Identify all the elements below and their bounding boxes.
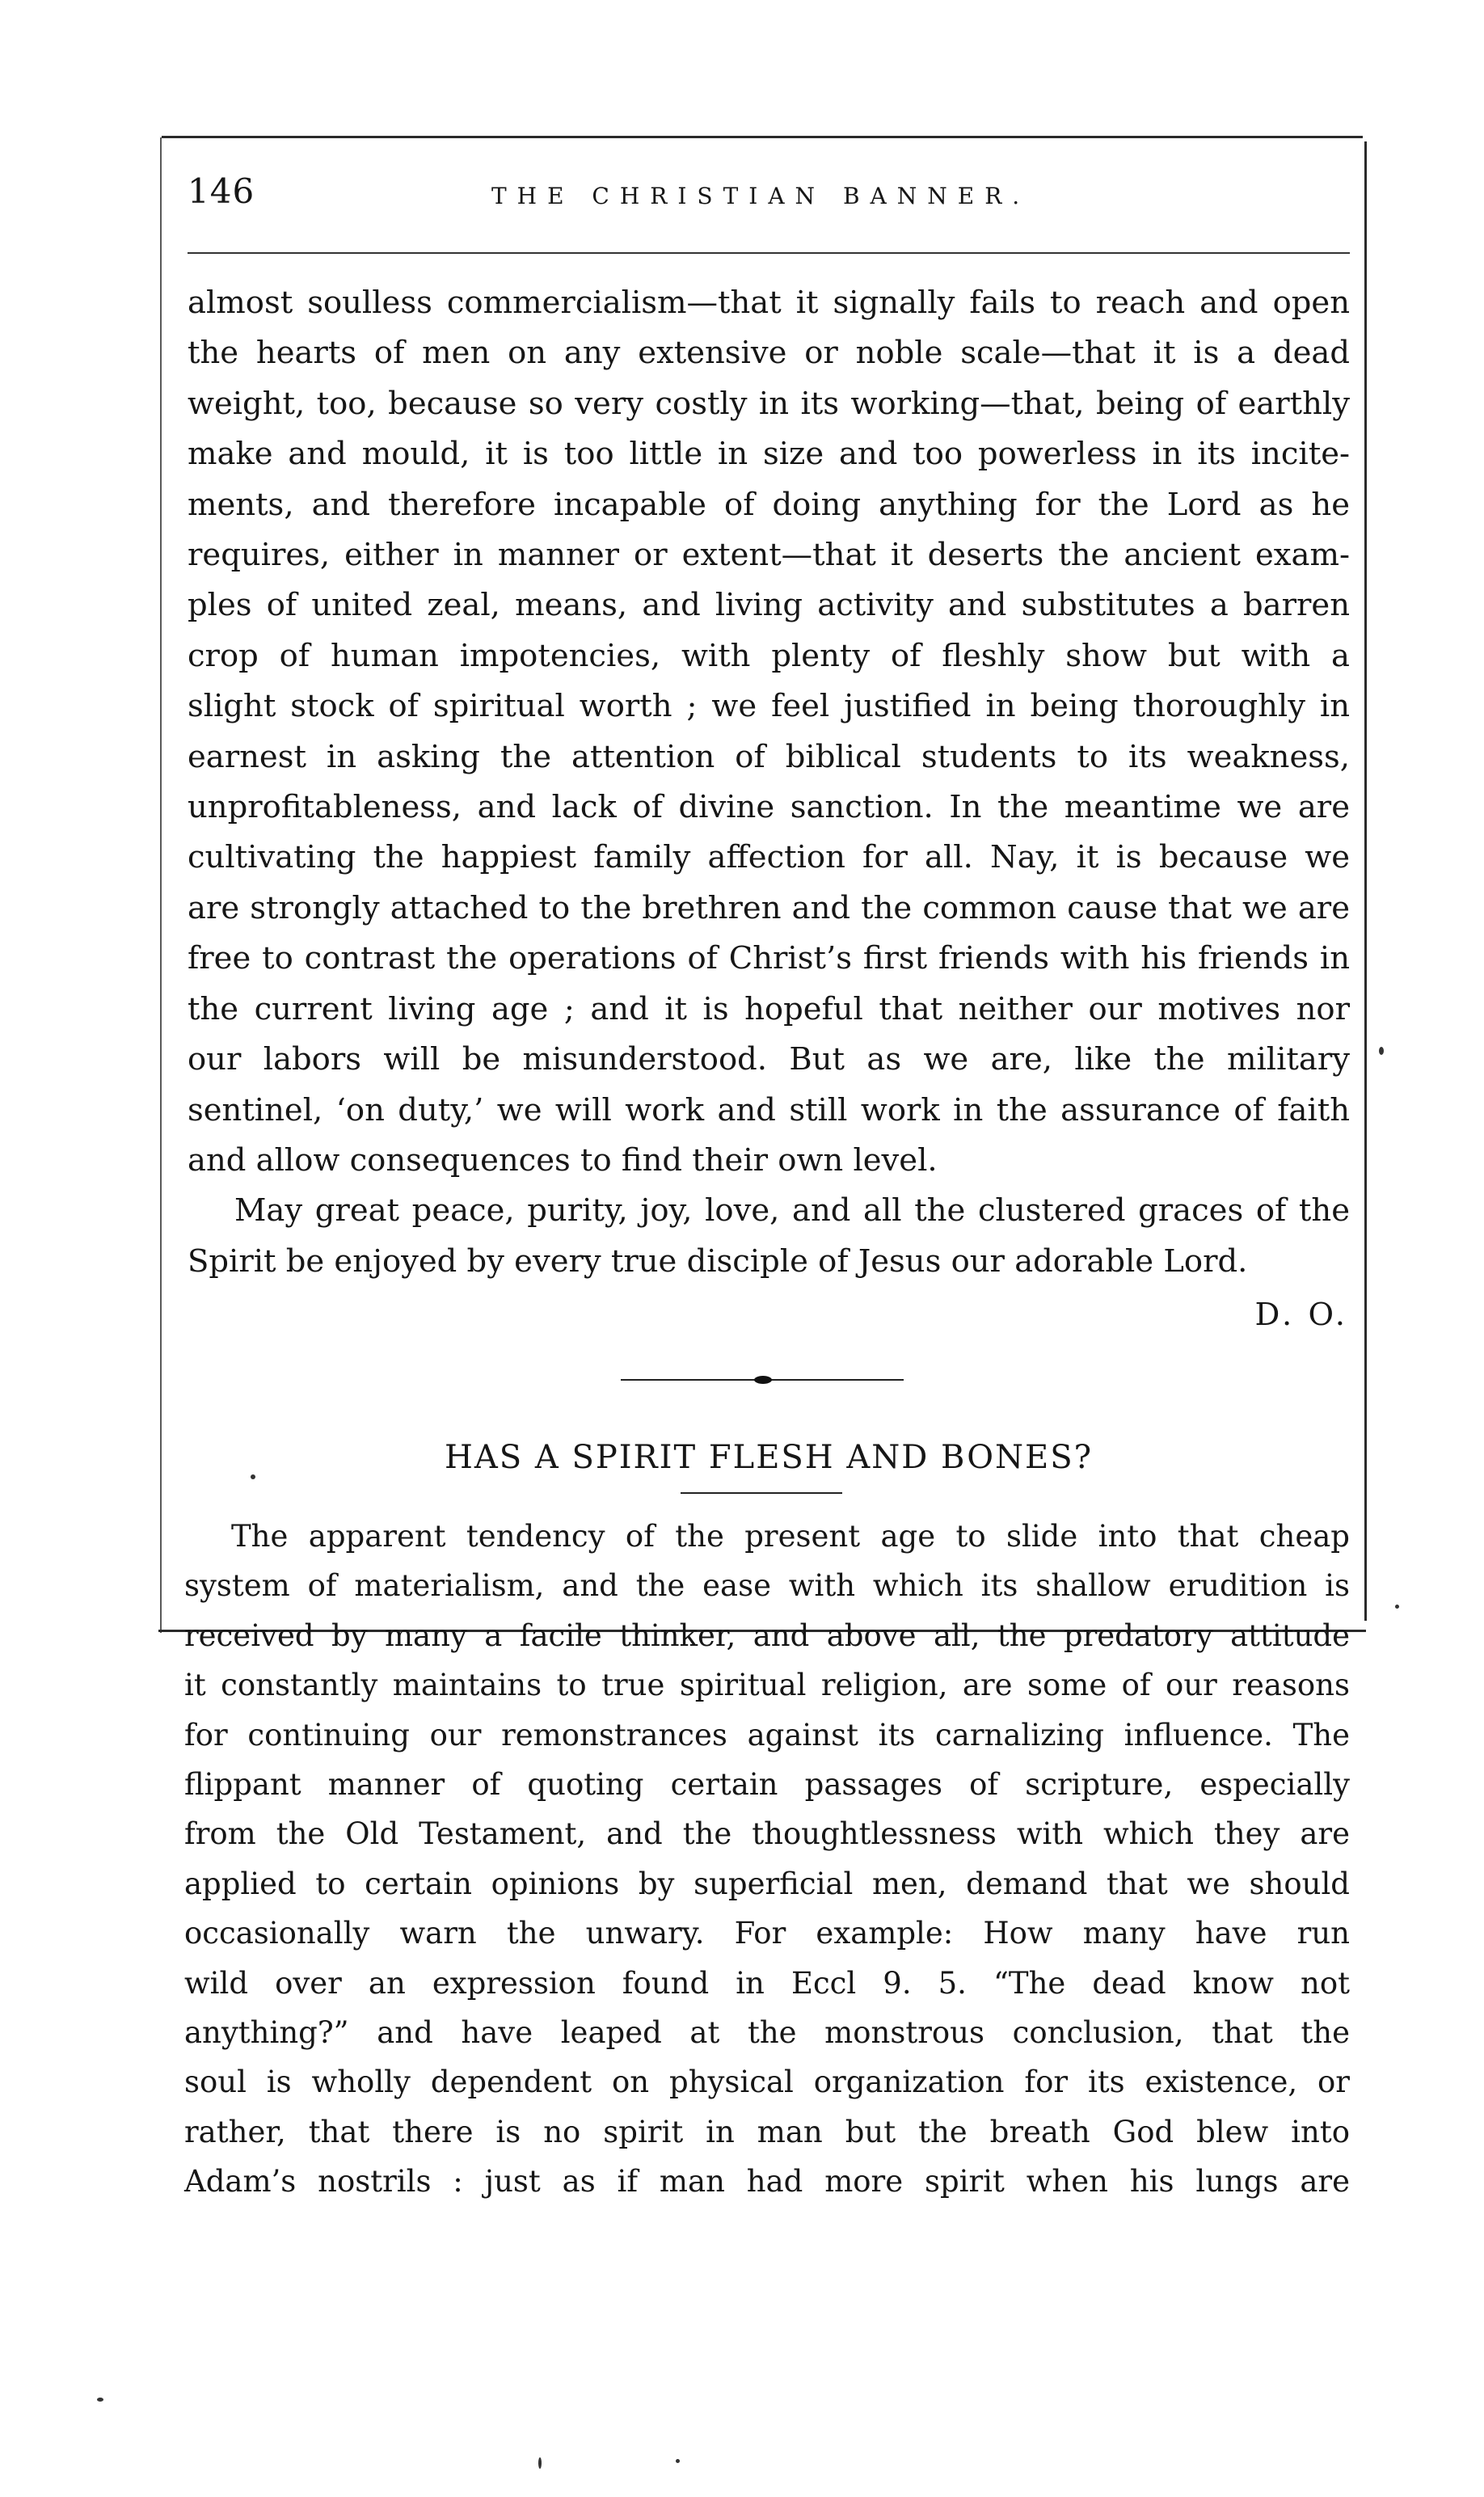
text-line: applied to certain opinions by superficial men, demand that we should (184, 1866, 1350, 1901)
text-line: slight stock of spiritual worth ; we feel justified in being thoroughly in (188, 688, 1350, 725)
article-continuation-paragraph (188, 278, 1350, 1287)
text-line: Spirit be enjoyed by every true disciple of Jesus our adorable Lord. (188, 1242, 1248, 1280)
text-line: anything?” and have leaped at the monstrous conclusion, that the (184, 2015, 1350, 2051)
text-line: system of materialism, and the ease with which its shallow erudition is (184, 1568, 1350, 1604)
text-line: free to contrast the operations of Christ’s first friends with his friends in (188, 940, 1350, 977)
text-line: and allow consequences to find their own level. (188, 1141, 938, 1179)
text-line: the current living age ; and it is hopeful that neither our motives nor (188, 990, 1350, 1027)
text-line: cultivating the happiest family affection for all. Nay, it is because we (188, 839, 1350, 876)
page-number: 146 (188, 171, 255, 211)
scan-speck (1395, 1605, 1399, 1609)
text-line: occasionally warn the unwary. For example: How many have run (184, 1916, 1350, 1951)
text-line: unprofitableness, and lack of divine sanction. In the meantime we are (188, 789, 1350, 826)
text-line: weight, too, because so very costly in its working—that, being of earthly (188, 385, 1350, 422)
section-divider-ornament (621, 1374, 904, 1386)
text-line: crop of human impotencies, with plenty of fleshly show but with a (188, 637, 1350, 674)
text-line: wild over an expression found in Eccl 9. 5. “The dead know not (184, 1965, 1350, 2001)
text-line: received by many a facile thinker, and above all, the predatory attitude (184, 1618, 1350, 1653)
text-line: Adam’s nostrils : just as if man had more spirit when his lungs are (184, 2164, 1350, 2200)
text-line: almost soulless commercialism—that it signally fails to reach and open (188, 285, 1350, 321)
author-signature: D. O. (1254, 1297, 1348, 1333)
running-head (188, 171, 1351, 220)
text-line: it constantly maintains to true spiritual religion, are some of our reasons (184, 1668, 1350, 1703)
text-line: sentinel, ‘on duty,’ we will work and still work in the assurance of faith (188, 1091, 1350, 1128)
text-line: for continuing our remonstrances against its carnalizing influence. The (184, 1717, 1350, 1753)
text-line: May great peace, purity, joy, love, and all the clustered graces of the (234, 1192, 1350, 1230)
text-line: ments, and therefore incapable of doing anything for the Lord as he (188, 486, 1350, 523)
journal-title: THE CHRISTIAN BANNER. (491, 183, 1031, 209)
border-top-rule (162, 136, 1363, 138)
text-line: earnest in asking the attention of biblical students to its weakness, (188, 738, 1350, 775)
scan-speck (97, 2398, 103, 2402)
scan-speck (676, 2459, 680, 2463)
title-underline (681, 1492, 842, 1494)
scan-speck (251, 1474, 255, 1479)
text-line: requires, either in manner or extent—that it deserts the ancient exam- (188, 537, 1350, 574)
text-line: make and mould, it is too little in size and too powerless in its incite- (188, 436, 1350, 473)
text-line: The apparent tendency of the present age to slide into that cheap (231, 1519, 1350, 1554)
text-line: are strongly attached to the brethren and the common cause that we are (188, 889, 1350, 926)
divider-dot (754, 1376, 772, 1384)
header-rule (188, 252, 1350, 254)
text-line: the hearts of men on any extensive or noble scale—that it is a dead (188, 335, 1350, 372)
scan-speck (538, 2457, 542, 2469)
text-line: soul is wholly dependent on physical organization for its existence, or (184, 2065, 1350, 2100)
text-line: rather, that there is no spirit in man but the breath God blew into (184, 2114, 1350, 2149)
scan-speck (1379, 1047, 1384, 1055)
border-right-rule (1364, 141, 1367, 1621)
border-left-rule (160, 137, 162, 1633)
text-line: flippant manner of quoting certain passages of scripture, especially (184, 1767, 1350, 1803)
article-paragraph (184, 1512, 1350, 2207)
text-line: from the Old Testament, and the thoughtlessness with which they are (184, 1816, 1350, 1852)
text-line: our labors will be misunderstood. But as we are, like the military (188, 1041, 1350, 1078)
text-line: ples of united zeal, means, and living activity and substitutes a barren (188, 587, 1350, 624)
article-title: HAS A SPIRIT FLESH AND BONES? (444, 1439, 1094, 1476)
